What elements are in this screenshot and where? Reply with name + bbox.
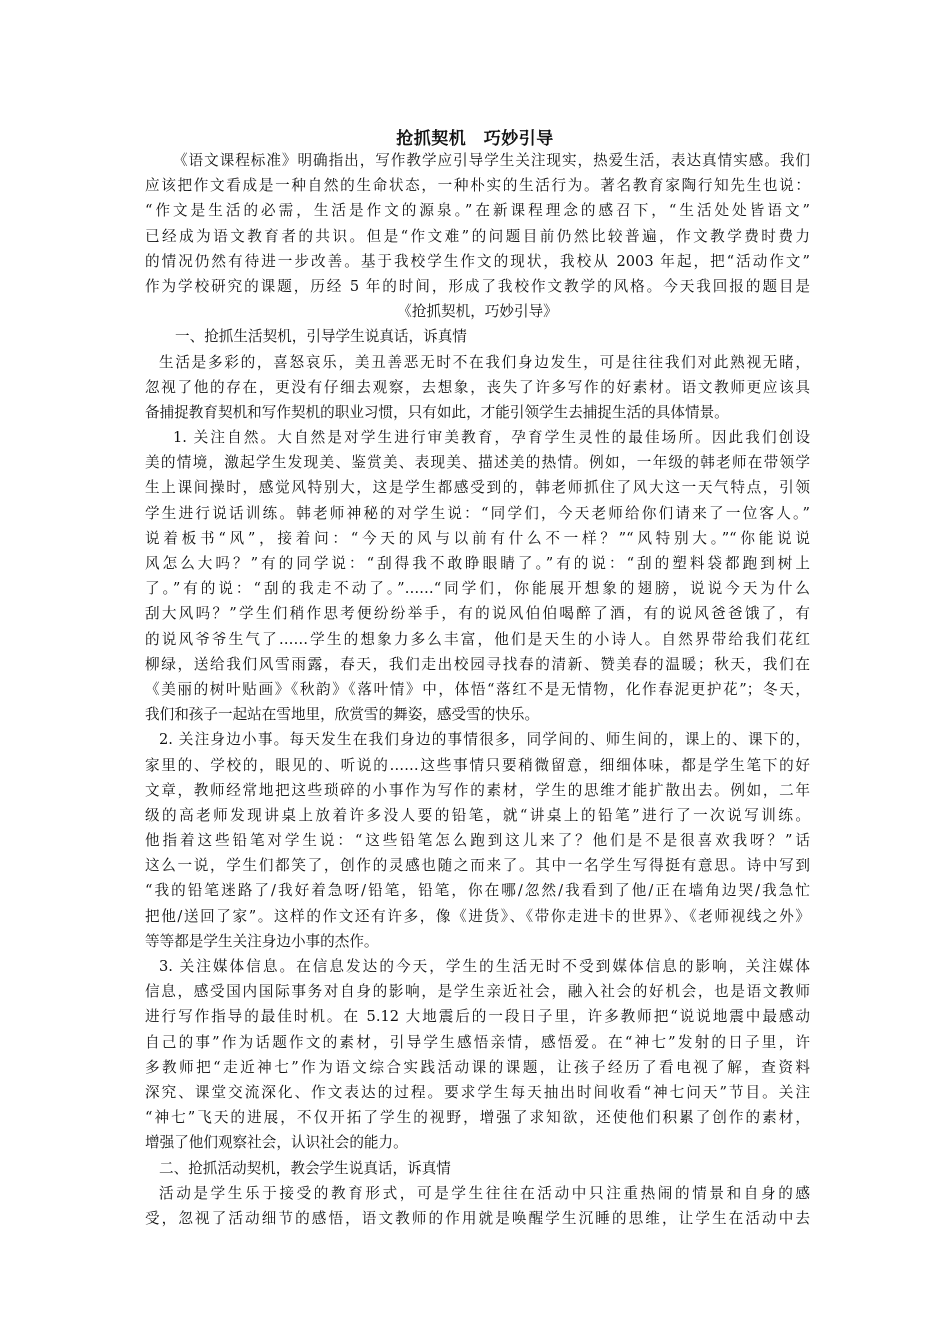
section-heading: 二、抢抓活动契机，教会学生说真话，诉真情 <box>159 1159 451 1177</box>
paragraph-line: 学生进行说话训练。韩老师神秘的对学生说：“同学们，今天老师给你们请来了一位客人。” <box>145 504 810 522</box>
paragraph-line: 的情况仍然有待进一步改善。基于我校学生作文的现状，我校从 2003 年起，把“活动作文” <box>145 252 810 270</box>
paragraph-line: 等等都是学生关注身边小事的杰作。 <box>145 932 379 950</box>
paragraph-line: 进行写作指导的最佳时机。在 5.12 大地震后的一段日子里，许多教师把“说说地震中最感动 <box>145 1008 810 1026</box>
paragraph-line: 这么一说，学生们都笑了，创作的灵感也随之而来了。其中一名学生写得挺有意思。诗中写到 <box>145 857 810 875</box>
paragraph-line: 把他/送回了家”。这样的作文还有许多，像《进货》、《带你走进卡的世界》、《老师视线之外》 <box>145 907 810 925</box>
paragraph-line: 备捕捉教育契机和写作契机的职业习惯，只有如此，才能引领学生去捕捉生活的具体情景。 <box>145 403 729 421</box>
paragraph-line: 美的情境，激起学生发现美、鉴赏美、表现美、描述美的热情。例如，一年级的韩老师在带领学 <box>145 454 810 472</box>
document-title: 抢抓契机 巧妙引导 <box>396 129 554 149</box>
paragraph-line: 自己的事”作为话题作文的素材，引导学生感悟亲情，感悟爱。在“神七”发射的日子里，许 <box>145 1033 810 1051</box>
section-heading: 一、抢抓生活契机，引导学生说真话，诉真情 <box>175 328 467 346</box>
paragraph-line: 深究、课堂交流深化、作文表达的过程。要求学生每天抽出时间收看“神七问天”节目。关注 <box>145 1083 810 1101</box>
paragraph-line: 《语文课程标准》明确指出，写作教学应引导学生关注现实，热爱生活，表达真情实感。我们 <box>173 152 810 169</box>
paragraph-line: 多教师把“走近神七”作为语文综合实践活动课的课题，让孩子经历了看电视了解，查资料 <box>145 1058 810 1076</box>
paragraph-line: 《美丽的树叶贴画》《秋韵》《落叶情》中，体悟“落红不是无情物，化作春泥更护花”；冬天， <box>145 680 810 698</box>
paragraph-line: 受，忽视了活动细节的感悟，语文教师的作用就是唤醒学生沉睡的思维，让学生在活动中去 <box>145 1209 810 1227</box>
document-body <box>145 148 810 1231</box>
paragraph-line: “神七”飞天的进展，不仅开拓了学生的视野，增强了求知欲，还使他们积累了创作的素材， <box>145 1109 810 1127</box>
paragraph-line: 增强了他们观察社会，认识社会的能力。 <box>145 1134 408 1152</box>
paragraph-line: 1. 关注自然。大自然是对学生进行审美教育，孕育学生灵性的最佳场所。因此我们创设 <box>173 429 810 447</box>
paragraph-line: 级的高老师发现讲桌上放着许多没人要的铅笔，就“讲桌上的铅笔”进行了一次说写训练。 <box>145 806 810 824</box>
paragraph-line: 忽视了他的存在，更没有仔细去观察，去想象，丧失了许多写作的好素材。语文教师更应该具 <box>145 378 810 396</box>
paragraph-line: 活动是学生乐于接受的教育形式，可是学生往往在活动中只注重热闹的情景和自身的感 <box>159 1184 810 1202</box>
paragraph-line: 《抢抓契机，巧妙引导》 <box>397 303 558 321</box>
paragraph-line: 2. 关注身边小事。每天发生在我们身边的事情很多，同学间的、师生间的，课上的、课下的， <box>159 731 810 749</box>
paragraph-line: 家里的、学校的，眼见的、听说的……这些事情只要稍微留意，细细体味，都是学生笔下的好 <box>145 756 810 774</box>
paragraph-line: 生上课间操时，感觉风特别大，这是学生都感受到的，韩老师抓住了风大这一天气特点，引领 <box>145 479 810 497</box>
paragraph-line: 作为学校研究的课题，历经 5 年的时间，形成了我校作文教学的风格。今天我回报的题目是 <box>145 277 810 295</box>
paragraph-line: 我们和孩子一起站在雪地里，欣赏雪的舞姿，感受雪的快乐。 <box>145 706 540 724</box>
paragraph-line: “作文是生活的必需，生活是作文的源泉。”在新课程理念的感召下，“生活处处皆语文” <box>145 202 810 220</box>
paragraph-line: 应该把作文看成是一种自然的生命状态，一种朴实的生活行为。著名教育家陶行知先生也说： <box>145 177 810 195</box>
paragraph-line: 说着板书“风”，接着问：“今天的风与以前有什么不一样？”“风特别大。”“你能说说 <box>145 529 810 547</box>
paragraph-line: 刮大风吗？”学生们稍作思考便纷纷举手，有的说风伯伯喝醉了酒，有的说风爸爸饿了，有 <box>145 605 810 623</box>
paragraph-line: 3. 关注媒体信息。在信息发达的今天，学生的生活无时不受到媒体信息的影响，关注媒体 <box>159 958 810 975</box>
paragraph-line: “我的铅笔迷路了/我好着急呀/铅笔，铅笔，你在哪/忽然/我看到了他/正在墙角边哭/我急忙 <box>145 882 810 900</box>
paragraph-line: 风怎么大吗？”有的同学说：“刮得我不敢睁眼睛了。”有的说：“刮的塑料袋都跑到树上 <box>145 555 810 572</box>
paragraph-line: 他指着这些铅笔对学生说：“这些铅笔怎么跑到这儿来了？他们是不是很喜欢我呀？”话 <box>145 832 810 850</box>
paragraph-line: 文章，教师经常地把这些琐碎的小事作为写作的素材，学生的思维才能扩散出去。例如，二年 <box>145 781 810 799</box>
paragraph-line: 了。”有的说：“刮的我走不动了。”……“同学们，你能展开想象的翅膀，说说今天为什么 <box>145 580 810 598</box>
paragraph-line: 柳绿，送给我们风雪雨露，春天，我们走出校园寻找春的清新、赞美春的温暖；秋天，我们在 <box>145 655 810 673</box>
paragraph-line: 的说风爷爷生气了……学生的想象力多么丰富，他们是天生的小诗人。自然界带给我们花红 <box>145 630 810 648</box>
paragraph-line: 信息，感受国内国际事务对自身的影响，是学生亲近社会，融入社会的好机会，也是语文教师 <box>145 983 810 1001</box>
paragraph-line: 生活是多彩的，喜怒哀乐，美丑善恶无时不在我们身边发生，可是往往我们对此熟视无睹， <box>159 353 810 371</box>
paragraph-line: 已经成为语文教育者的共识。但是“作文难”的问题目前仍然比较普遍，作文教学费时费力 <box>145 227 810 245</box>
